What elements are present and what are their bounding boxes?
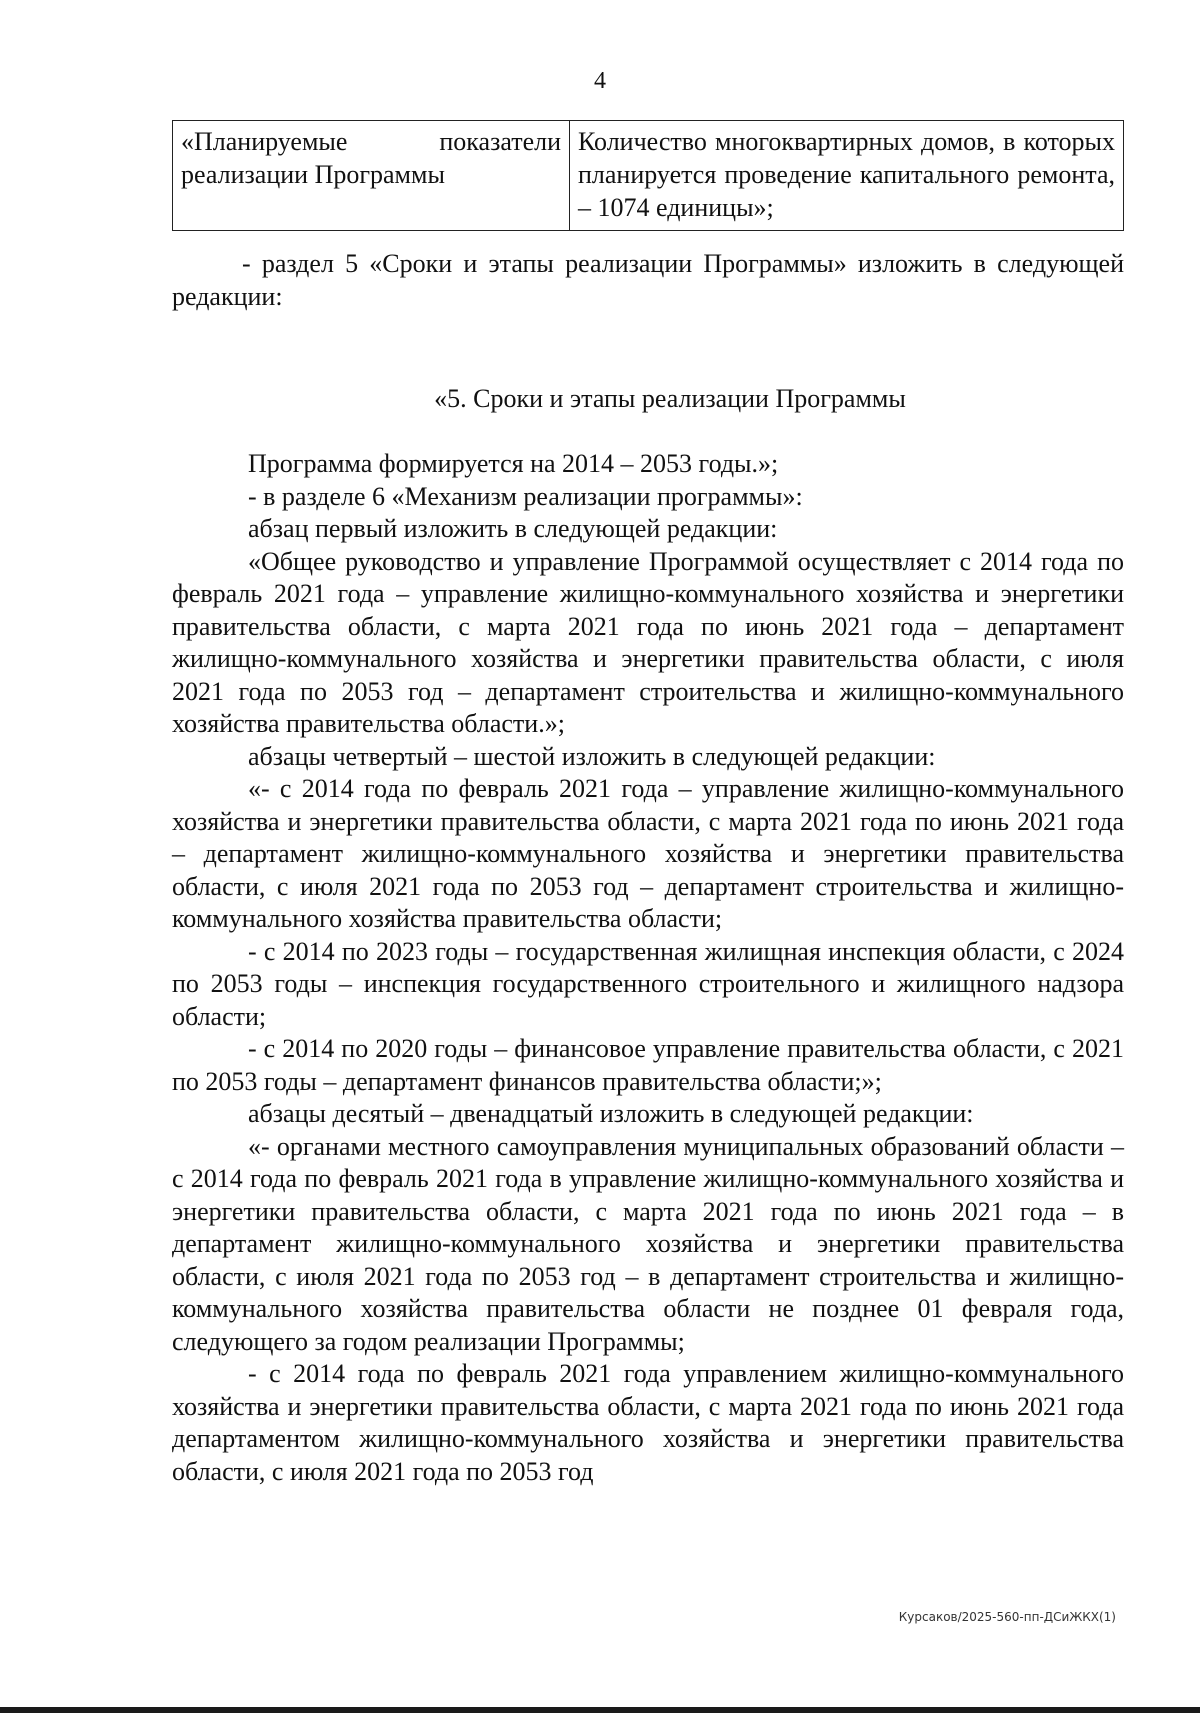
paragraph: абзацы четвертый – шестой изложить в следующей редакции: bbox=[248, 741, 936, 771]
paragraph: абзацы десятый – двенадцатый изложить в следующей редакции: bbox=[248, 1099, 974, 1128]
intro-paragraph: - раздел 5 «Сроки и этапы реализации Программы» изложить в следующей редакции: bbox=[172, 249, 1124, 311]
scan-edge bbox=[0, 1707, 1200, 1713]
footer-document-code: Курсаков/2025-560-пп-ДСиЖКХ(1) bbox=[898, 1610, 1116, 1624]
main-text bbox=[172, 448, 1124, 1488]
table-cell-label: «Планируемые показатели реализации Программы bbox=[173, 121, 570, 231]
table-cell-value: Количество многоквартирных домов, в которых планируется проведение капитального ремонта, – 1074 единицы»; bbox=[570, 121, 1124, 231]
paragraph: «Общее руководство и управление Программой осуществляет с 2014 года по февраль 2021 года – управление жилищно-коммунального хозяйства и энергетики правительства области, с марта 2021 года по июнь 2021 года – департамент жилищно-коммунального хозяйства и энергетики правительства области, с июля 2021 года по 2053 год – департамент строительства и жилищно-коммунального хозяйства правительства области.»; bbox=[172, 546, 1124, 738]
paragraph: Программа формируется на 2014 – 2053 годы.»; bbox=[248, 449, 779, 478]
paragraph: - с 2014 по 2020 годы – финансовое управление правительства области, с 2021 по 2053 годы – департамент финансов правительства области;»; bbox=[172, 1034, 1124, 1096]
indicators-table bbox=[172, 120, 1124, 231]
paragraph: «- с 2014 года по февраль 2021 года – управление жилищно-коммунального хозяйства и энергетики правительства области, с марта 2021 года по июнь 2021 года – департамент жилищно-коммунального хозяйства и энергетики правительства области, с июля 2021 года по 2053 год – департамент строительства и жилищно-коммунального хозяйства правительства области; bbox=[172, 774, 1124, 933]
paragraph: - в разделе 6 «Механизм реализации программы»: bbox=[248, 481, 803, 511]
paragraph: - с 2014 по 2023 годы – государственная жилищная инспекция области, с 2024 по 2053 годы – инспекция государственного строительного и жилищного надзора области; bbox=[172, 936, 1124, 1031]
page-number: 4 bbox=[594, 68, 606, 94]
paragraph: абзац первый изложить в следующей редакции: bbox=[248, 514, 778, 543]
paragraph: «- органами местного самоуправления муниципальных образований области – с 2014 года по февраль 2021 года в управление жилищно-коммунального хозяйства и энергетики правительства области, с марта 2021 года по июнь 2021 года – в департамент жилищно-коммунального хозяйства и энергетики правительства области, с июля 2021 года по 2053 год – в департамент строительства и жилищно-коммунального хозяйства правительства области не позднее 01 февраля года, следующего за годом реализации Программы; bbox=[172, 1131, 1124, 1356]
paragraph: - с 2014 года по февраль 2021 года управлением жилищно-коммунального хозяйства и энергетики правительства области, с марта 2021 года по июнь 2021 года департаментом жилищно-коммунального хозяйства и энергетики правительства области, с июля 2021 года по 2053 год bbox=[172, 1359, 1124, 1486]
intro-block bbox=[172, 248, 1124, 313]
table-row bbox=[173, 121, 1124, 231]
section-title: «5. Сроки и этапы реализации Программы bbox=[434, 384, 906, 413]
